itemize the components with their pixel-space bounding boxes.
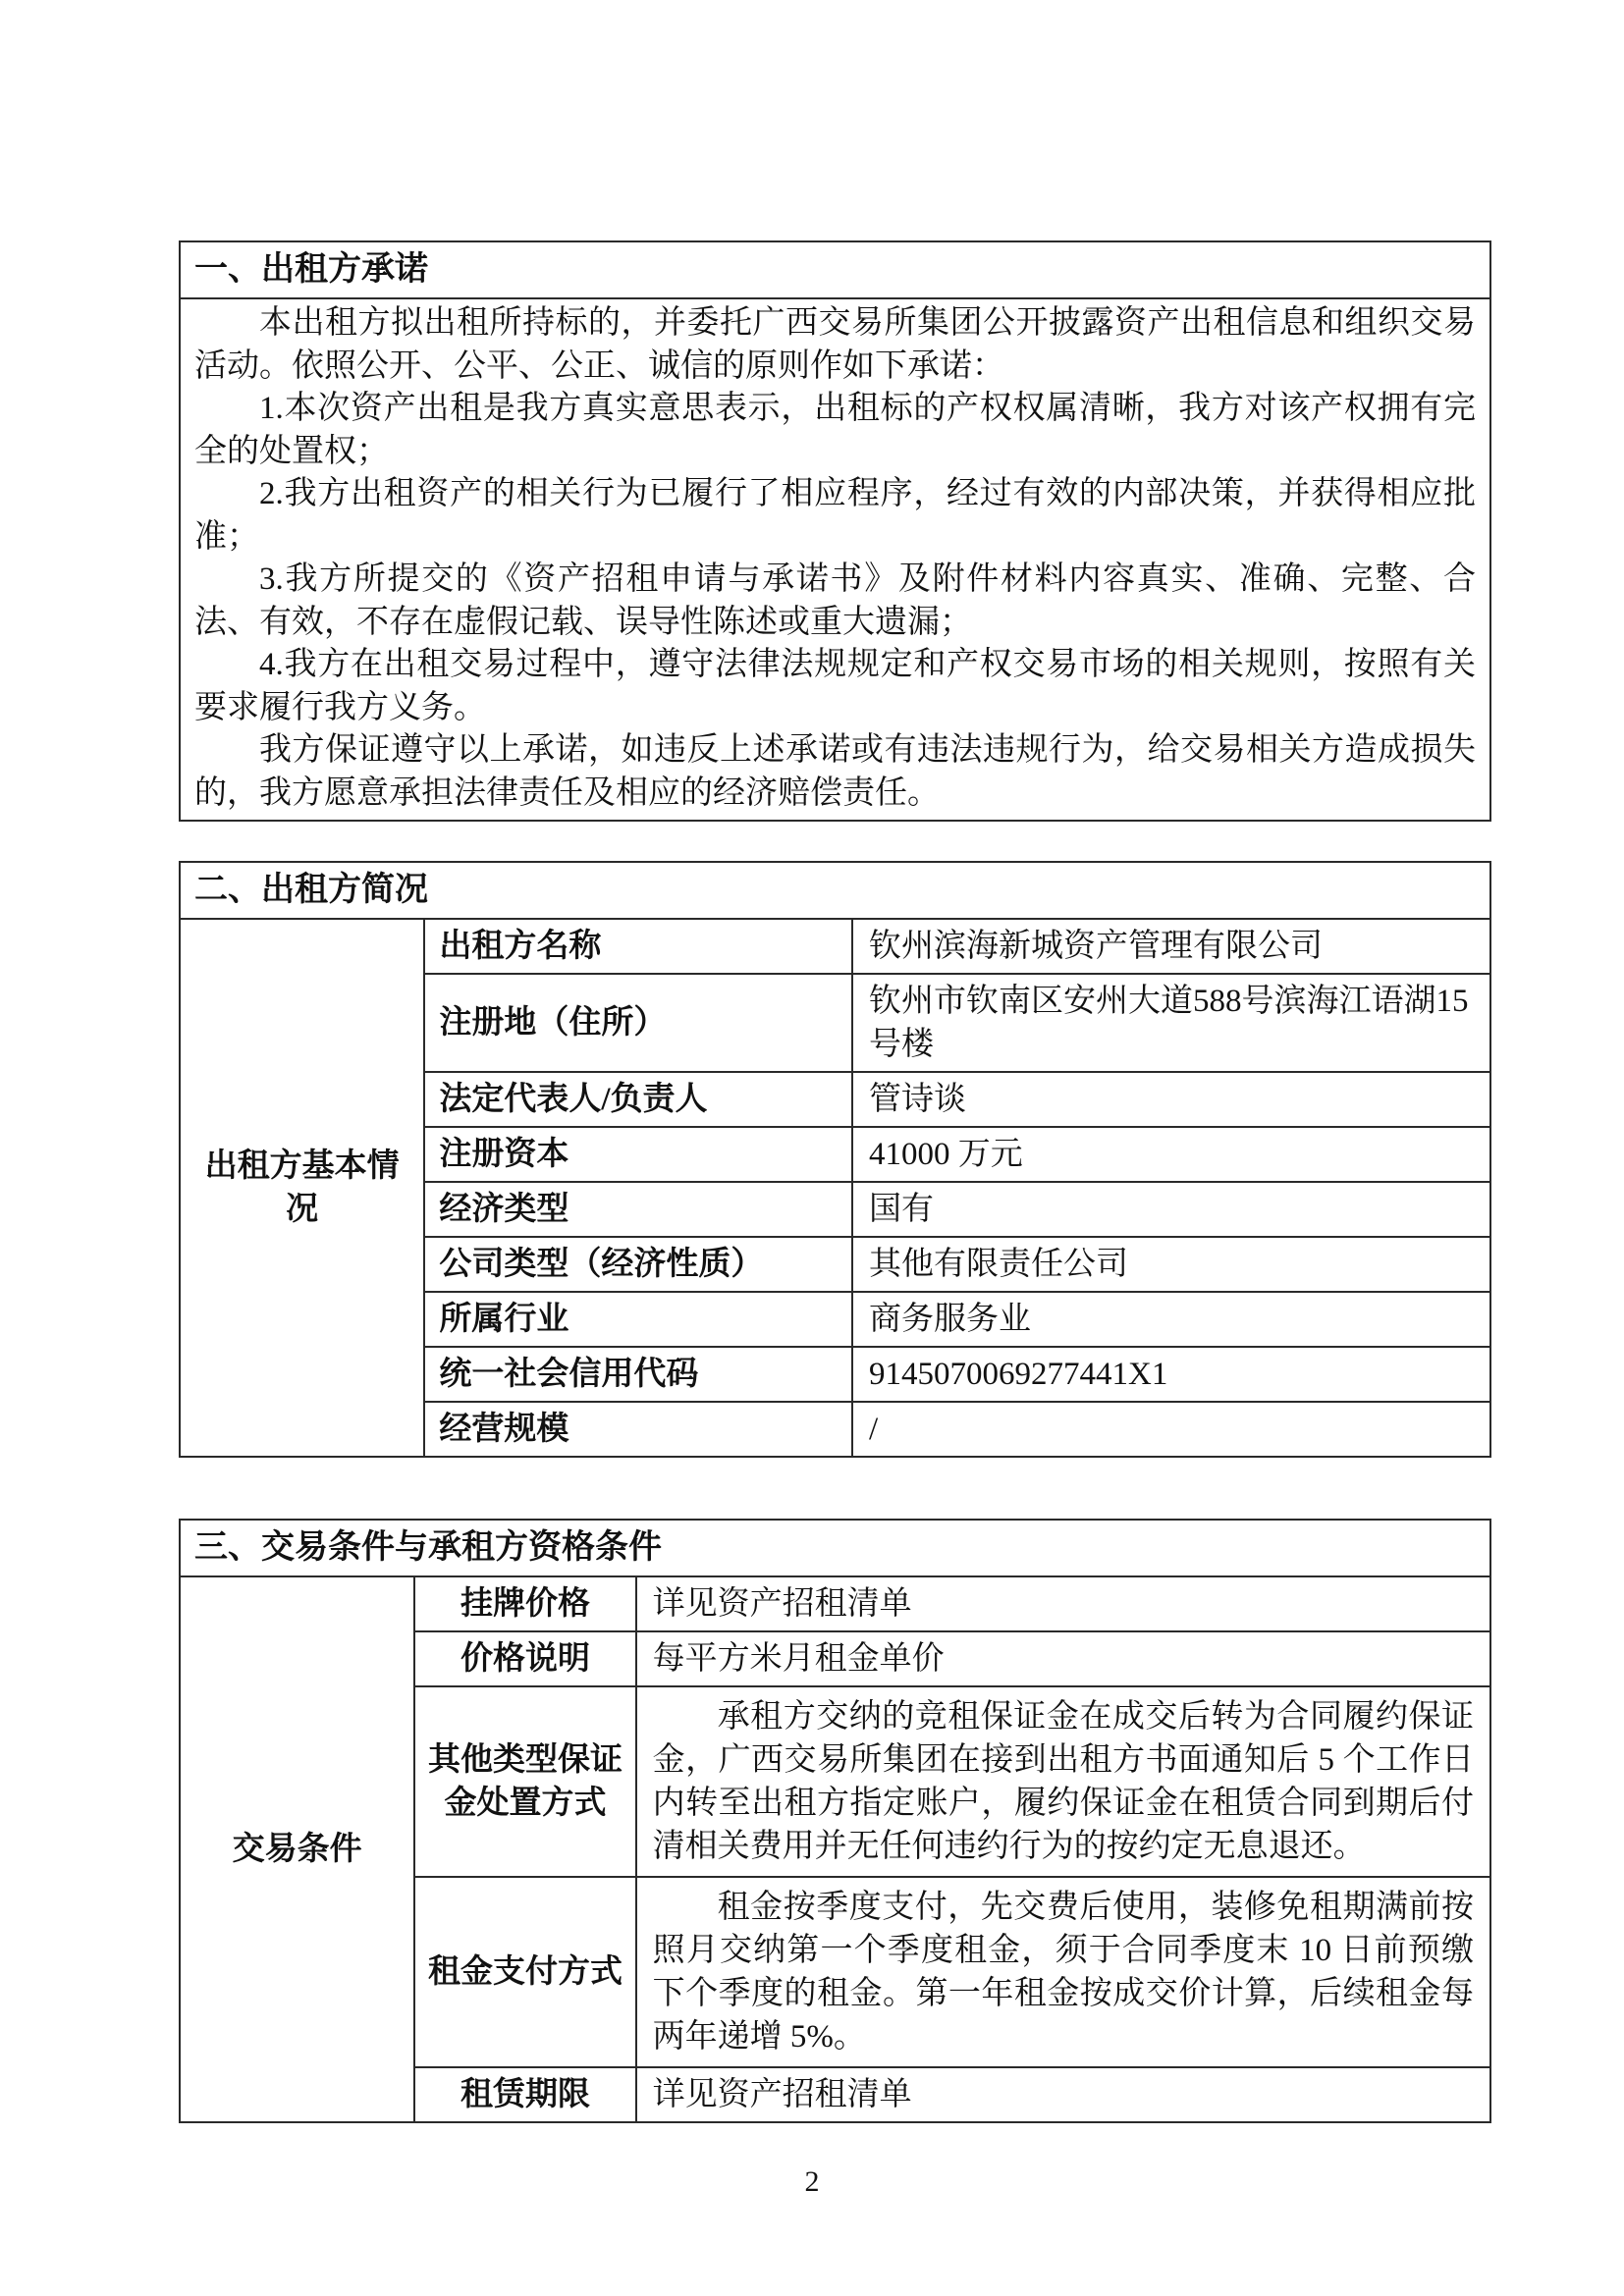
paragraph: 1.本次资产出租是我方真实意思表示，出租标的产权权属清晰，我方对该产权拥有完全的处置权； bbox=[194, 391, 1476, 469]
document-content bbox=[179, 240, 1491, 2123]
group-label-basic-info: 出租方基本情况 bbox=[180, 919, 424, 1457]
field-label: 经济类型 bbox=[424, 1182, 852, 1237]
field-label: 经营规模 bbox=[424, 1402, 852, 1457]
paragraph: 我方保证遵守以上承诺，如违反上述承诺或有违法违规行为，给交易相关方造成损失的，我方愿意承担法律责任及相应的经济赔偿责任。 bbox=[194, 732, 1476, 811]
field-value: 详见资产招租清单 bbox=[636, 2067, 1490, 2122]
group-label-conditions: 交易条件 bbox=[180, 1576, 414, 2122]
table-row bbox=[180, 919, 1490, 974]
field-value: / bbox=[852, 1402, 1490, 1457]
field-value: 其他有限责任公司 bbox=[852, 1237, 1490, 1292]
field-value: 钦州市钦南区安州大道588号滨海江语湖15号楼 bbox=[852, 974, 1490, 1072]
page-number: 2 bbox=[804, 2165, 820, 2198]
field-value: 商务服务业 bbox=[852, 1292, 1490, 1347]
paragraph: 4.我方在出租交易过程中，遵守法律法规规定和产权交易市场的相关规则，按照有关要求履行我方义务。 bbox=[194, 647, 1476, 725]
section-title: 一、出租方承诺 bbox=[181, 242, 1489, 299]
field-label: 注册资本 bbox=[424, 1127, 852, 1182]
section-title: 三、交易条件与承租方资格条件 bbox=[180, 1520, 1490, 1576]
section-spacer bbox=[179, 1458, 1491, 1519]
section-header-row bbox=[180, 862, 1490, 919]
field-value: 9145070069277441X1 bbox=[852, 1347, 1490, 1402]
field-value: 国有 bbox=[852, 1182, 1490, 1237]
field-label: 法定代表人/负责人 bbox=[424, 1072, 852, 1127]
field-value: 41000 万元 bbox=[852, 1127, 1490, 1182]
section-transaction-conditions bbox=[179, 1519, 1491, 2123]
commitment-body bbox=[181, 299, 1489, 820]
field-value: 管诗谈 bbox=[852, 1072, 1490, 1127]
field-value: 承租方交纳的竞租保证金在成交后转为合同履约保证金，广西交易所集团在接到出租方书面通知后 5 个工作日内转至出租方指定账户，履约保证金在租赁合同到期后付清相关费用并无任何违约行为的按约定无息退还。 bbox=[636, 1686, 1490, 1877]
section-spacer bbox=[179, 822, 1491, 861]
field-label: 价格说明 bbox=[414, 1631, 635, 1686]
section-lessor-profile bbox=[179, 861, 1491, 1458]
paragraph: 本出租方拟出租所持标的，并委托广西交易所集团公开披露资产出租信息和组织交易活动。依照公开、公平、公正、诚信的原则作如下承诺： bbox=[194, 305, 1476, 384]
field-value: 租金按季度支付，先交费后使用，装修免租期满前按照月交纳第一个季度租金，须于合同季度末 10 日前预缴下个季度的租金。第一年租金按成交价计算，后续租金每两年递增 5%。 bbox=[636, 1877, 1490, 2067]
paragraph: 2.我方出租资产的相关行为已履行了相应程序，经过有效的内部决策，并获得相应批准； bbox=[194, 476, 1476, 555]
field-value: 每平方米月租金单价 bbox=[636, 1631, 1490, 1686]
table-row bbox=[180, 1576, 1490, 1631]
section-lessor-commitment bbox=[179, 240, 1491, 822]
field-label: 其他类型保证金处置方式 bbox=[414, 1686, 635, 1877]
field-label: 挂牌价格 bbox=[414, 1576, 635, 1631]
section-title: 二、出租方简况 bbox=[180, 862, 1490, 919]
section-header-row bbox=[180, 1520, 1490, 1576]
paragraph: 3.我方所提交的《资产招租申请与承诺书》及附件材料内容真实、准确、完整、合法、有效，不存在虚假记载、误导性陈述或重大遗漏； bbox=[194, 561, 1476, 640]
field-label: 所属行业 bbox=[424, 1292, 852, 1347]
field-label: 统一社会信用代码 bbox=[424, 1347, 852, 1402]
field-label: 公司类型（经济性质） bbox=[424, 1237, 852, 1292]
field-value: 钦州滨海新城资产管理有限公司 bbox=[852, 919, 1490, 974]
field-label: 租赁期限 bbox=[414, 2067, 635, 2122]
field-label: 租金支付方式 bbox=[414, 1877, 635, 2067]
field-label: 出租方名称 bbox=[424, 919, 852, 974]
field-label: 注册地（住所） bbox=[424, 974, 852, 1072]
field-value: 详见资产招租清单 bbox=[636, 1576, 1490, 1631]
